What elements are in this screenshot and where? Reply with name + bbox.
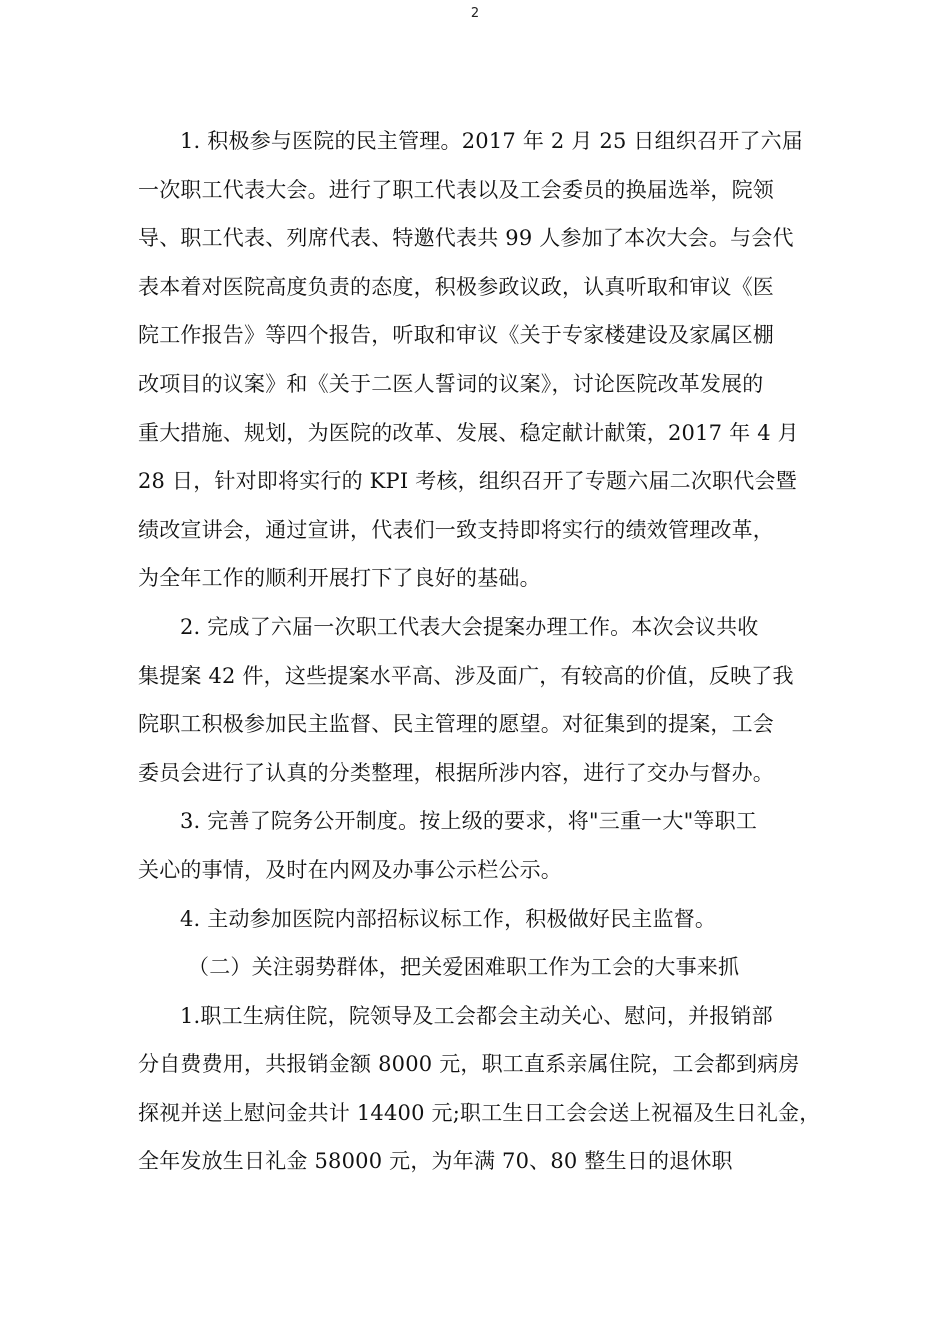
text-line: 分自费费用，共报销金额 8000 元，职工直系亲属住院，工会都到病房: [138, 1052, 800, 1077]
text-line: 一次职工代表大会。进行了职工代表以及工会委员的换届选举，院领: [138, 177, 774, 202]
text-line: 探视并送上慰问金共计 14400 元;职工生日工会会送上祝福及生日礼金，: [138, 1100, 821, 1125]
text-line: 集提案 42 件，这些提案水平高、涉及面广，有较高的价值，反映了我: [138, 663, 794, 688]
text-line: 委员会进行了认真的分类整理，根据所涉内容，进行了交办与督办。: [138, 760, 774, 785]
text-line: 2. 完成了六届一次职工代表大会提案办理工作。本次会议共收: [180, 614, 759, 639]
text-line: 重大措施、规划，为医院的改革、发展、稳定献计献策，2017 年 4 月: [138, 420, 799, 445]
text-line: 1.职工生病住院，院领导及工会都会主动关心、慰问，并报销部: [180, 1003, 773, 1028]
text-line: 为全年工作的顺利开展打下了良好的基础。: [138, 566, 541, 591]
text-line: 绩改宣讲会，通过宣讲，代表们一致支持即将实行的绩效管理改革，: [138, 517, 774, 542]
text-line: 关心的事情，及时在内网及办事公示栏公示。: [138, 857, 562, 882]
document-body: [138, 117, 821, 1186]
text-line: 1. 积极参与医院的民主管理。2017 年 2 月 25 日组织召开了六届: [180, 129, 804, 153]
text-line: 导、职工代表、列席代表、特邀代表共 99 人参加了本次大会。与会代: [138, 226, 794, 251]
text-line: 院职工积极参加民主监督、民主管理的愿望。对征集到的提案，工会: [138, 712, 774, 737]
text-line: 3. 完善了院务公开制度。按上级的要求，将"三重一大"等职工: [180, 809, 758, 834]
text-line: 4. 主动参加医院内部招标议标工作，积极做好民主监督。: [180, 906, 717, 931]
section-heading: （二）关注弱势群体，把关爱困难职工作为工会的大事来抓: [188, 955, 740, 980]
text-line: 改项目的议案》和《关于二医人誓词的议案》，讨论医院改革发展的: [138, 371, 764, 396]
text-line: 全年发放生日礼金 58000 元，为年满 70、80 整生日的退休职: [138, 1149, 733, 1174]
text-line: 表本着对医院高度负责的态度，积极参政议政，认真听取和审议《医: [138, 274, 774, 299]
text-line: 院工作报告》等四个报告，听取和审议《关于专家楼建设及家属区棚: [138, 323, 774, 348]
text-line: 28 日，针对即将实行的 KPI 考核，组织召开了专题六届二次职代会暨: [138, 469, 797, 494]
page-number: 2: [470, 6, 480, 21]
